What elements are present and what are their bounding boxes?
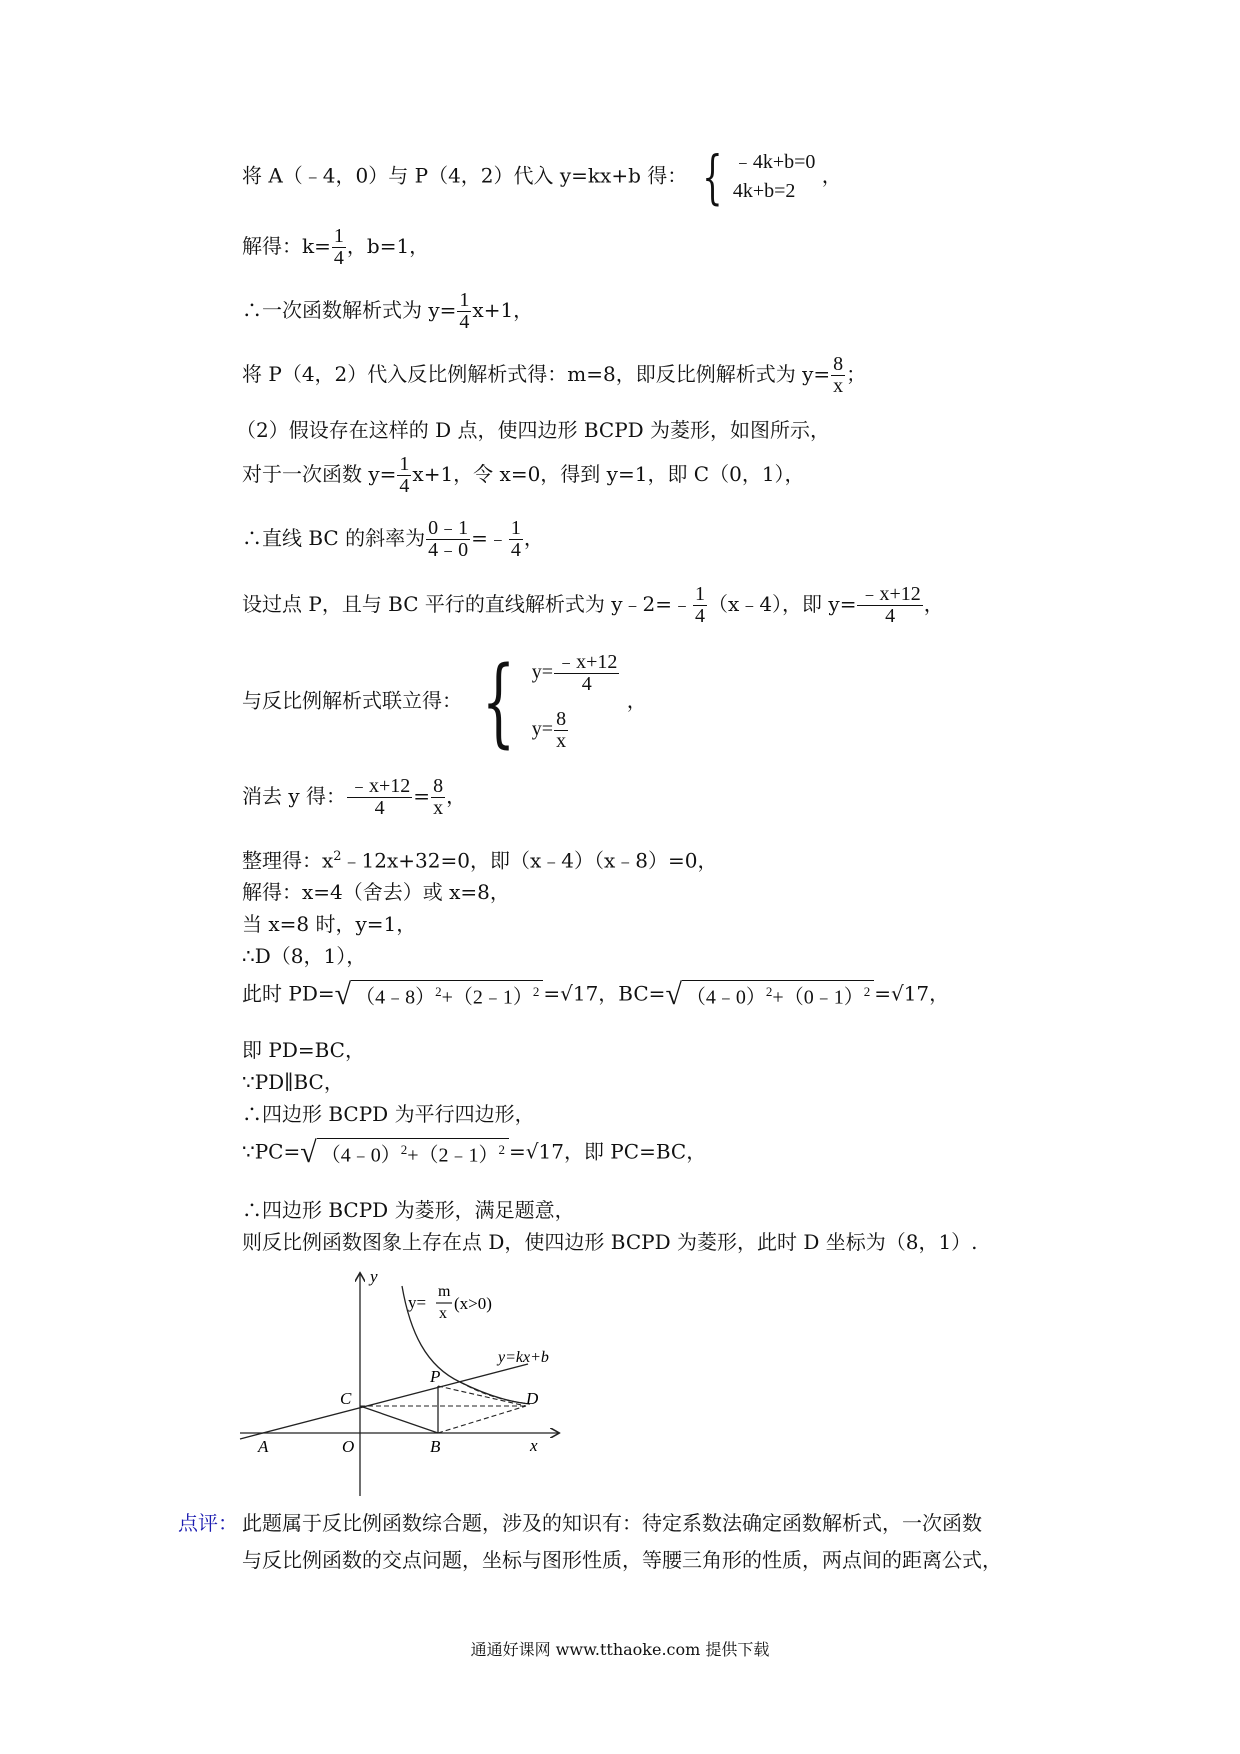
line-13: 当 x=8 时，y=1，: [242, 912, 417, 936]
fraction: $\frac{8}{x}$: [556, 708, 567, 752]
fraction: $\frac{﹣x+12}{4}$: [859, 583, 921, 627]
line-11: 整理得：$x^2﹣12x+32=0$，即（x﹣4）（x﹣8）=0，: [242, 848, 718, 873]
page-footer: 通通好课网 www.tthaoke.com 提供下载: [470, 1640, 770, 1659]
comment-line-2: 与反比例函数的交点问题，坐标与图形性质，等腰三角形的性质，两点间的距离公式，: [242, 1548, 1002, 1572]
equation-system-1: ﹣4k+b=0 4k+b=2: [732, 151, 816, 202]
line-8: 设过点 P，且与 BC 平行的直线解析式为 y﹣2=﹣ $\frac{1}{4}$ （x﹣4），即 y= $\frac{﹣x+12}{4}$ ，: [242, 583, 944, 627]
line-label: y=kx+b: [498, 1349, 549, 1366]
segment-PD: [438, 1386, 526, 1406]
line-20: ∴四边形 BCPD 为菱形，满足题意，: [242, 1198, 575, 1222]
point-label-A: A: [258, 1437, 269, 1456]
fraction: $\frac{0﹣1}{4﹣0}$: [428, 517, 469, 561]
point-label-D: D: [526, 1389, 539, 1408]
line-4: 将 P（4，2）代入反比例解析式得：m=8，即反比例解析式为 y= $\frac{8}{x}$ ；: [242, 353, 867, 397]
brace: {: [482, 646, 516, 758]
line-1: 将 A（﹣4，0）与 P（4，2）代入 y=kx+b 得： { ﹣4k+b=0 4k+b=2 ，: [242, 143, 842, 211]
geometry-figure: [230, 1268, 570, 1498]
line-18: ∴四边形 BCPD 为平行四边形，: [242, 1102, 535, 1126]
fraction: $\frac{﹣x+12}{4}$: [349, 775, 411, 819]
segment-BD: [438, 1406, 526, 1433]
line-5: （2）假设存在这样的 D 点，使四边形 BCPD 为菱形，如图所示，: [236, 418, 831, 442]
fraction: $\frac{﹣x+12}{4}$: [556, 651, 618, 695]
curve-label-prefix: y=: [408, 1293, 427, 1312]
fraction: $\frac{1}{4}$: [510, 517, 521, 561]
line-21: 则反比例函数图象上存在点 D，使四边形 BCPD 为菱形，此时 D 坐标为（8，1）.: [242, 1230, 978, 1254]
point-label-C: C: [340, 1389, 352, 1408]
line-14: ∴D（8，1），: [242, 944, 367, 968]
comment-label: 点评：: [178, 1511, 238, 1535]
linear-function-line: [240, 1364, 528, 1439]
line-12: 解得：x=4（舍去）或 x=8，: [242, 880, 510, 904]
fraction: $\frac{8}{x}$: [833, 353, 844, 397]
line-3: ∴一次函数解析式为 y= $\frac{1}{4}$ x+1，: [242, 289, 534, 333]
fraction: $\frac{8}{x}$: [433, 775, 444, 819]
sqrt-expression: √ （4﹣8）$^2$+（2﹣1）$^2$: [335, 980, 544, 1010]
fraction: $\frac{1}{4}$: [459, 289, 470, 333]
line-17: ∵PD∥BC，: [242, 1070, 344, 1094]
axis-label-y: y: [370, 1268, 378, 1286]
fraction: $\frac{1}{4}$: [333, 225, 344, 269]
curve-label-den: x: [439, 1305, 447, 1322]
curve-label-cond: (x>0): [454, 1294, 492, 1313]
line-9: 与反比例解析式联立得： { y= $\frac{﹣x+12}{4}$ y= $\frac{8}{x}$ ，: [242, 646, 647, 758]
sqrt-expression: √ （4﹣0）$^2$+（0﹣1）$^2$: [665, 980, 874, 1010]
fraction: $\frac{1}{4}$: [399, 453, 410, 497]
line-16: 即 PD=BC，: [242, 1038, 365, 1062]
line-7: ∴直线 BC 的斜率为 $\frac{0﹣1}{4﹣0}$ =﹣ $\frac{1}{4}$ ，: [242, 517, 544, 561]
brace: {: [701, 143, 723, 211]
line-15: 此时 PD= √ （4﹣8）$^2$+（2﹣1）$^2$ =√17，BC= √ （4﹣0）$^2$+（0﹣1）$^2$ =√17，: [242, 978, 950, 1011]
fraction: $\frac{1}{4}$: [695, 583, 706, 627]
line-2: 解得：k= $\frac{1}{4}$ ，b=1，: [242, 225, 430, 269]
comment-line-1: 此题属于反比例函数综合题，涉及的知识有：待定系数法确定函数解析式，一次函数: [242, 1511, 982, 1535]
point-label-O: O: [342, 1437, 355, 1456]
curve-label-num: m: [438, 1283, 451, 1300]
axis-label-x: x: [530, 1436, 538, 1455]
line-6: 对于一次函数 y= $\frac{1}{4}$ x+1，令 x=0，得到 y=1，即 C（0，1），: [242, 453, 805, 497]
point-label-P: P: [430, 1367, 441, 1386]
line-19: ∵PC= √ （4﹣0）$^2$+（2﹣1）$^2$ =√17，即 PC=BC，: [242, 1136, 707, 1169]
point-label-B: B: [430, 1437, 441, 1456]
segment-CB: [360, 1406, 438, 1433]
sqrt-expression: √ （4﹣0）$^2$+（2﹣1）$^2$: [300, 1138, 509, 1168]
line-10: 消去 y 得： $\frac{﹣x+12}{4}$ = $\frac{8}{x}$ ，: [242, 775, 467, 819]
equation-system-2: y= $\frac{﹣x+12}{4}$ y= $\frac{8}{x}$: [531, 651, 618, 752]
